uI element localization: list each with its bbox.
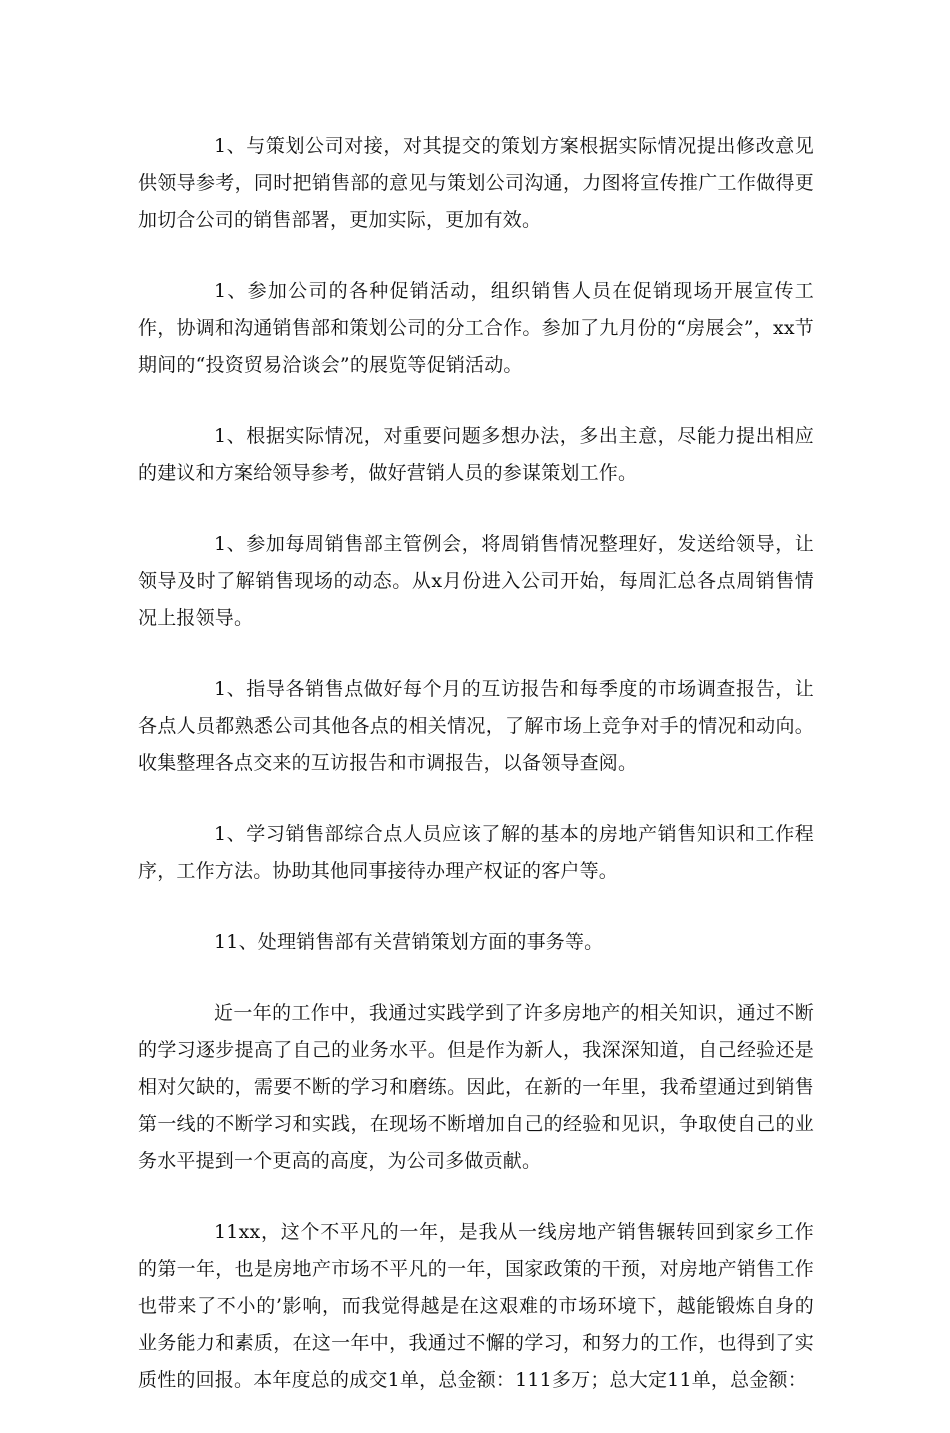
paragraph-8: 近一年的工作中，我通过实践学到了许多房地产的相关知识，通过不断的学习逐步提高了自己的业务水平。但是作为新人，我深深知道，自己经验还是相对欠缺的，需要不断的学习和磨练。因此，在新的一年里，我希望通过到销售第一线的不断学习和实践，在现场不断增加自己的经验和见识，争取使自己的业务水平提到一个更高的高度，为公司多做贡献。 <box>138 1002 814 1172</box>
paragraph-2: 1、参加公司的各种促销活动，组织销售人员在促销现场开展宣传工作，协调和沟通销售部和策划公司的分工合作。参加了九月份的“房展会”，xx节期间的“投资贸易洽谈会”的展览等促销活动。 <box>138 280 814 376</box>
paragraph-4: 1、参加每周销售部主管例会，将周销售情况整理好，发送给领导，让领导及时了解销售现场的动态。从x月份进入公司开始，每周汇总各点周销售情况上报领导。 <box>138 533 814 629</box>
document-body <box>138 128 814 1433</box>
paragraph-3: 1、根据实际情况，对重要问题多想办法，多出主意，尽能力提出相应的建议和方案给领导参考，做好营销人员的参谋策划工作。 <box>138 425 814 484</box>
paragraph-5: 1、指导各销售点做好每个月的互访报告和每季度的市场调查报告，让各点人员都熟悉公司其他各点的相关情况，了解市场上竞争对手的情况和动向。收集整理各点交来的互访报告和市调报告，以备领导查阅。 <box>138 678 814 774</box>
paragraph-1: 1、与策划公司对接，对其提交的策划方案根据实际情况提出修改意见供领导参考，同时把销售部的意见与策划公司沟通，力图将宣传推广工作做得更加切合公司的销售部署，更加实际，更加有效。 <box>138 135 814 231</box>
paragraph-9: 11xx，这个不平凡的一年，是我从一线房地产销售辗转回到家乡工作的第一年，也是房地产市场不平凡的一年，国家政策的干预，对房地产销售工作也带来了不小的’影响，而我觉得越是在这艰难的市场环境下，越能锻炼自身的业务能力和素质，在这一年中，我通过不懈的学习，和努力的工作，也得到了实质性的回报。本年度总的成交1单，总金额：111多万；总大定11单，总金额： <box>138 1221 814 1391</box>
paragraph-7: 11、处理销售部有关营销策划方面的事务等。 <box>214 931 604 953</box>
paragraph-6: 1、学习销售部综合点人员应该了解的基本的房地产销售知识和工作程序，工作方法。协助其他同事接待办理产权证的客户等。 <box>138 823 814 882</box>
